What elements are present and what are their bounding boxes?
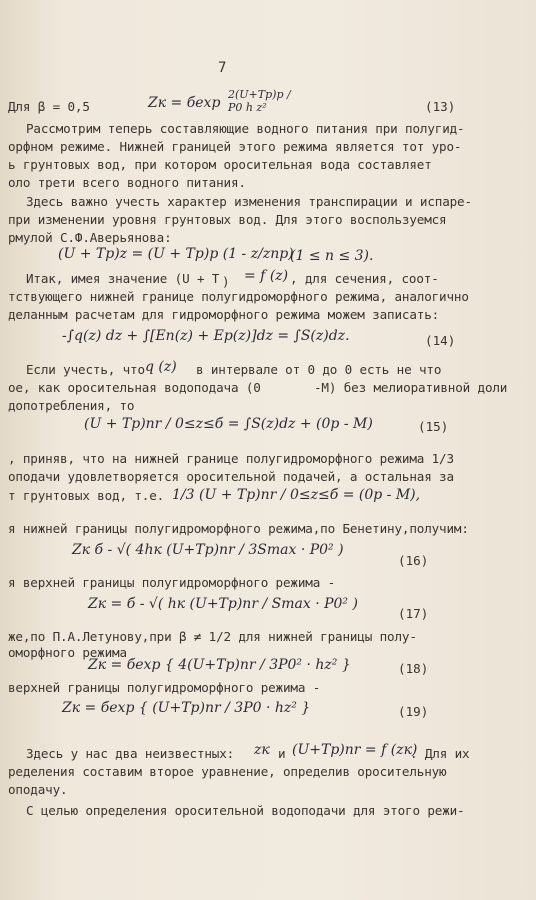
text-line: оподачу. xyxy=(8,782,68,797)
text-line: ое, как оросительная водоподача (0 xyxy=(8,380,261,395)
text-line: т грунтовых вод, т.е. xyxy=(8,488,165,503)
text-line: Если учесть, что xyxy=(26,362,145,377)
text-line: Итак, имея значение (U + T xyxy=(26,271,220,286)
text-line: Для β = 0,5 xyxy=(8,99,90,114)
text-line: , приняв, что на нижней границе полугидроморфного режима 1/3 xyxy=(8,451,454,466)
text-line: оморфного режима xyxy=(8,645,127,660)
equation-number: (13) xyxy=(425,99,456,114)
text-line: Здесь у нас два неизвестных: xyxy=(26,746,235,761)
formula-18: Zк = бexp { 4(U+Tp)пr / 3P0² · hz² } xyxy=(88,657,351,673)
equation-number: (19) xyxy=(398,704,429,719)
text-line: и xyxy=(278,746,286,761)
equation-number: (14) xyxy=(425,333,456,348)
text-line: оло трети всего водного питания. xyxy=(8,175,246,190)
text-line: я нижней границы полугидроморфного режима,по Бенетину,получим: xyxy=(8,521,469,536)
var-zk: zк xyxy=(254,742,270,758)
text-line: С целью определения оросительной водоподачи для этого режи- xyxy=(26,803,465,818)
text-line: допотребления, то xyxy=(8,398,135,413)
averyanov-range: (1 ≤ n ≤ 3). xyxy=(290,248,374,264)
function-f: = f (z) xyxy=(244,268,289,284)
equation-number: (17) xyxy=(398,606,429,621)
text-line: ределения составим второе уравнение, определив оросительную xyxy=(8,764,447,779)
text-line: верхней границы полугидроморфного режима - xyxy=(8,680,321,695)
equation-number: (16) xyxy=(398,553,429,568)
formula-17: Zк = б - √( hк (U+Tp)пr / Smax · P0² ) xyxy=(88,596,358,612)
formula-13-lhs: Zк = бexp xyxy=(148,95,221,111)
text-line: же,по П.А.Летунову,при β ≠ 1/2 для нижней границы полу- xyxy=(8,629,417,644)
averyanov-formula: (U + Tp)z = (U + Tp)p (1 - z/zпр) xyxy=(58,246,294,262)
text-line: в интервале от 0 до 0 есть не что xyxy=(196,362,442,377)
text-line: деланным расчетам для гидроморфного режима можем записать: xyxy=(8,307,440,322)
formula-16: Zк б - √( 4hк (U+Tp)пr / 3Smax · P0² ) xyxy=(72,542,344,558)
text-line: оподачи удовлетворяется оросительной подачей, а остальная за xyxy=(8,469,454,484)
text-line: рмулой С.Ф.Аверьянова: xyxy=(8,230,172,245)
text-line: я верхней границы полугидроморфного режима - xyxy=(8,575,336,590)
formula-19: Zк = бexp { (U+Tp)пr / 3P0 · hz² } xyxy=(62,700,311,716)
text-line: . Для их xyxy=(410,746,470,761)
formula-14: -∫q(z) dz + ∫[Eп(z) + Ep(z)]dz = ∫S(z)dz. xyxy=(62,328,350,344)
text-line: Здесь важно учесть характер изменения транспирации и испаре- xyxy=(26,194,472,209)
text-line: при изменении уровня грунтовых вод. Для этого воспользуемся xyxy=(8,212,447,227)
equation-number: (18) xyxy=(398,661,429,676)
equation-number: (15) xyxy=(418,419,449,434)
text-line: орфном режиме. Нижней границей этого режима является тот уро- xyxy=(8,139,462,154)
page-number: 7 xyxy=(218,60,227,76)
text-line: тствующего нижней границе полугидроморфного режима, аналогично xyxy=(8,289,469,304)
text-line: Рассмотрим теперь составляющие водного питания при полугид- xyxy=(26,121,465,136)
formula-third: 1/3 (U + Tp)пr / 0≤z≤б = (0p - M), xyxy=(172,487,421,503)
var-flux: (U+Tp)пr = f (zк) xyxy=(292,742,418,758)
text-line: , для сечения, соот- xyxy=(290,271,439,286)
formula-15: (U + Tp)пr / 0≤z≤б = ∫S(z)dz + (0p - M) xyxy=(84,416,373,432)
text-line: -M) без мелиоративной доли xyxy=(314,380,508,395)
text-line: ь грунтовых вод, при котором оросительная вода составляет xyxy=(8,157,432,172)
formula-13-fraction: 2(U+Tp)p / P0 h z² xyxy=(228,88,291,114)
text-line: ) xyxy=(222,274,230,289)
function-q: q (z) xyxy=(145,359,177,375)
